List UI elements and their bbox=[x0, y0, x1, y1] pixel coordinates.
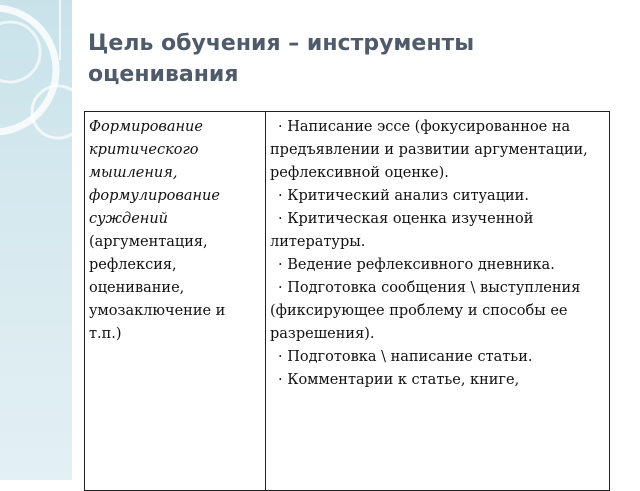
list-item: · Критический анализ ситуации. bbox=[278, 188, 529, 204]
decorative-side-strip bbox=[0, 0, 72, 480]
list-item: · Написание эссе (фокусированное на предъявлении и развитии аргументации, рефлексивной оценке). bbox=[270, 119, 588, 181]
list-item: · Подготовка сообщения \ выступления (фиксирующее проблему и способы ее разрешения). bbox=[270, 280, 581, 342]
list-item: · Комментарии к статье, книге, bbox=[278, 372, 520, 388]
list-item: · Критическая оценка изученной литературы. bbox=[270, 211, 534, 250]
decorative-circles bbox=[0, 0, 72, 480]
learning-goal-details: (аргументация, рефлексия, оценивание, умозаключение и т.п.) bbox=[89, 234, 226, 342]
deco-circle-small bbox=[0, 22, 40, 82]
assessment-table bbox=[84, 111, 610, 491]
slide-title: Цель обучения – инструменты оценивания bbox=[88, 31, 475, 87]
learning-goal-topic: Формирование критического мышления, формулирование суждений bbox=[89, 119, 220, 227]
learning-goal-cell bbox=[85, 112, 266, 491]
list-item: · Подготовка \ написание статьи. bbox=[278, 349, 533, 365]
table-row bbox=[85, 112, 610, 491]
list-item: · Ведение рефлексивного дневника. bbox=[278, 257, 555, 273]
assessment-tools-cell bbox=[266, 112, 610, 491]
